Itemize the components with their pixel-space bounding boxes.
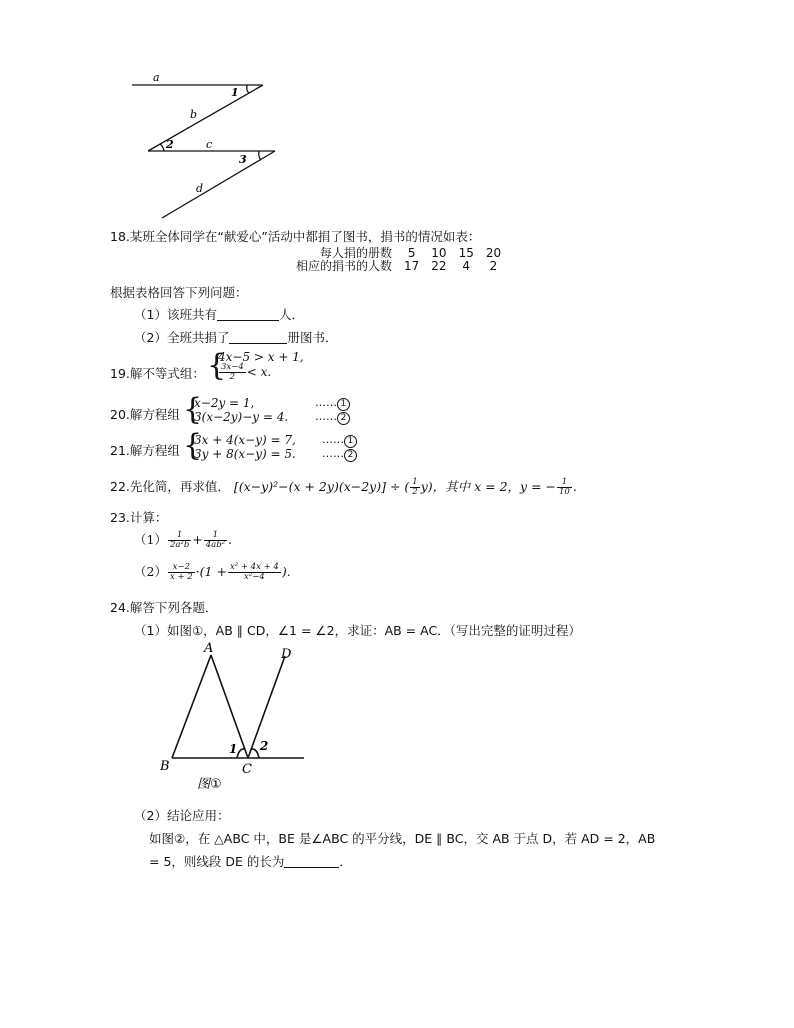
point-D: D (281, 647, 292, 662)
table-cell: 22 (431, 259, 447, 273)
q20-mark2: …… 2 (315, 410, 350, 425)
q18-line (110, 227, 480, 245)
table-cell: 15 (458, 246, 474, 260)
q20-mark1: …… 1 (315, 396, 350, 411)
point-A: A (204, 641, 214, 656)
q23-text: 计算： (129, 510, 168, 525)
q23-part2: （2） $\frac{x-2}{x + 2}$ ·(1 + $\frac{\text{x² + 4x + 4}}{\text{x²−4}}$ ). (134, 562, 291, 582)
q20-eq1: x−2y = 1, (194, 396, 255, 410)
q23-part1: （1） $\frac{1}{\text{2a²b}}$ + $\frac{1}{\text{4ab²}}$ . (134, 530, 233, 550)
label-c: c (206, 138, 213, 151)
q22-half-fraction: $\frac{1}{2}$ (412, 477, 418, 497)
q18-part2 (134, 328, 337, 346)
q22-condition: y)，其中 x = 2，y = − (420, 479, 557, 494)
parallel-lines-figure (120, 66, 290, 226)
q21-text: 解方程组 (129, 443, 180, 458)
q24-part2-line2: = 5，则线段 DE 的长为 ． (149, 854, 352, 869)
q21-number: 21. (110, 443, 130, 458)
q23-number: 23. (110, 510, 130, 525)
q21-mark2: …… 2 (322, 447, 357, 462)
answer-blank[interactable] (284, 855, 339, 868)
angle-1-label: 1 (229, 742, 238, 756)
label-2: 2 (166, 138, 174, 151)
q19-text: 解不等式组： (129, 366, 205, 381)
q18-text: 某班全体同学在“献爱心”活动中都捐了图书，捐书的情况如表： (129, 229, 481, 244)
q18-part2-tail: 册图书． (287, 330, 338, 345)
row1-label: 每人捐的册数 (320, 246, 393, 260)
q24-text: 解答下列各题． (129, 600, 218, 615)
fraction: $\frac{1}{\text{2a²b}}$ (169, 530, 190, 550)
q24-part2-line1: 如图②，在 △ABC 中，BE 是∠ABC 的平分线，DE ∥ BC，交 AB 于点 D，若 AD = 2，AB (149, 831, 656, 846)
q22-expression: [(x−y)²−(x + 2y)(x−2y)] ÷ ( (233, 479, 410, 494)
line-d (162, 151, 275, 218)
q18-prompt: 根据表格回答下列问题： (110, 285, 248, 300)
figure-1-caption: 图① (197, 777, 222, 792)
fraction: $\frac{x-2}{x + 2}$ (169, 562, 193, 582)
q24-part1: （1）如图①，AB ∥ CD，∠1 = ∠2，求证：AB = AC．（写出完整的证明过程） (134, 623, 581, 638)
q20-text: 解方程组 (129, 407, 180, 422)
table-row (290, 260, 507, 273)
q18-part2-text: （2）全班共捐了 (134, 330, 230, 345)
angle-3-arc (259, 151, 261, 160)
label-a: a (153, 71, 160, 84)
angle-2-label: 2 (260, 739, 269, 753)
table-cell: 2 (489, 259, 498, 273)
q20-brace: { (183, 392, 203, 427)
q18-part1-text: （1）该班共有 (134, 307, 217, 322)
q18-table (290, 247, 507, 273)
angle-2-arc (251, 749, 259, 758)
angle-2-arc (160, 144, 164, 151)
fraction: $\frac{1}{\text{4ab²}}$ (205, 530, 226, 550)
q18-number: 18. (110, 229, 130, 244)
q19-ineq2 (218, 363, 271, 382)
q21-eq1: 3x + 4(x−y) = 7, (194, 433, 296, 447)
q20-label (110, 405, 180, 423)
point-C: C (242, 762, 252, 777)
q18-part1 (134, 305, 304, 323)
q22-line: 22.先化简，再求值． [(x−y)²−(x + 2y)(x−2y)] ÷ ( $\frac{1}{2}$ y)，其中 x = 2，y = − $\frac{1}{10}$ . (110, 477, 577, 497)
table-cell: 20 (485, 246, 502, 260)
figure-1 (155, 638, 315, 793)
q21-eq2: 3y + 8(x−y) = 5. (194, 447, 296, 461)
circled-2-icon: 2 (344, 449, 357, 462)
answer-blank[interactable] (229, 331, 287, 344)
label-1: 1 (231, 86, 239, 99)
q24-part2-head: （2）结论应用： (134, 808, 230, 823)
q19-fraction: $\frac{3x-4}{2}$ (221, 362, 244, 382)
q24-label (110, 598, 217, 616)
q19-ineq2-tail: < x. (246, 364, 272, 379)
table-cell: 10 (431, 246, 447, 260)
point-B: B (160, 759, 170, 774)
table-cell: 5 (407, 246, 416, 260)
q20-eq2: 3(x−2y)−y = 4. (194, 410, 289, 424)
q22-number: 22. (110, 479, 130, 494)
table-cell: 17 (404, 259, 420, 273)
q22-value-fraction: $\frac{1}{10}$ (559, 477, 570, 497)
fraction: $\frac{\text{x² + 4x + 4}}{\text{x²−4}}$ (229, 562, 279, 582)
q19-number: 19. (110, 366, 130, 381)
q21-brace: { (183, 428, 203, 463)
q19-label (110, 364, 205, 382)
label-b: b (190, 108, 198, 121)
line-AB (172, 655, 211, 758)
angle-1-arc (247, 85, 249, 93)
row2-label: 相应的捐书的人数 (296, 259, 393, 273)
circled-2-icon: 2 (337, 412, 350, 425)
q21-mark1: …… 1 (322, 433, 357, 448)
q22-text: 先化简，再求值． (129, 479, 230, 494)
circled-1-icon: 1 (337, 398, 350, 411)
label-3: 3 (239, 153, 247, 166)
q21-label (110, 441, 180, 459)
q23-label (110, 508, 167, 526)
circled-1-icon: 1 (344, 435, 357, 448)
q24-number: 24. (110, 600, 130, 615)
label-d: d (196, 182, 204, 195)
q20-number: 20. (110, 407, 130, 422)
q18-part1-tail: 人． (278, 307, 304, 322)
q19-brace: { (207, 348, 227, 383)
table-cell: 4 (462, 259, 471, 273)
q19-ineq1: 4x−5 > x + 1, (218, 350, 304, 364)
angle-1-arc (237, 749, 245, 758)
answer-blank[interactable] (217, 308, 279, 321)
